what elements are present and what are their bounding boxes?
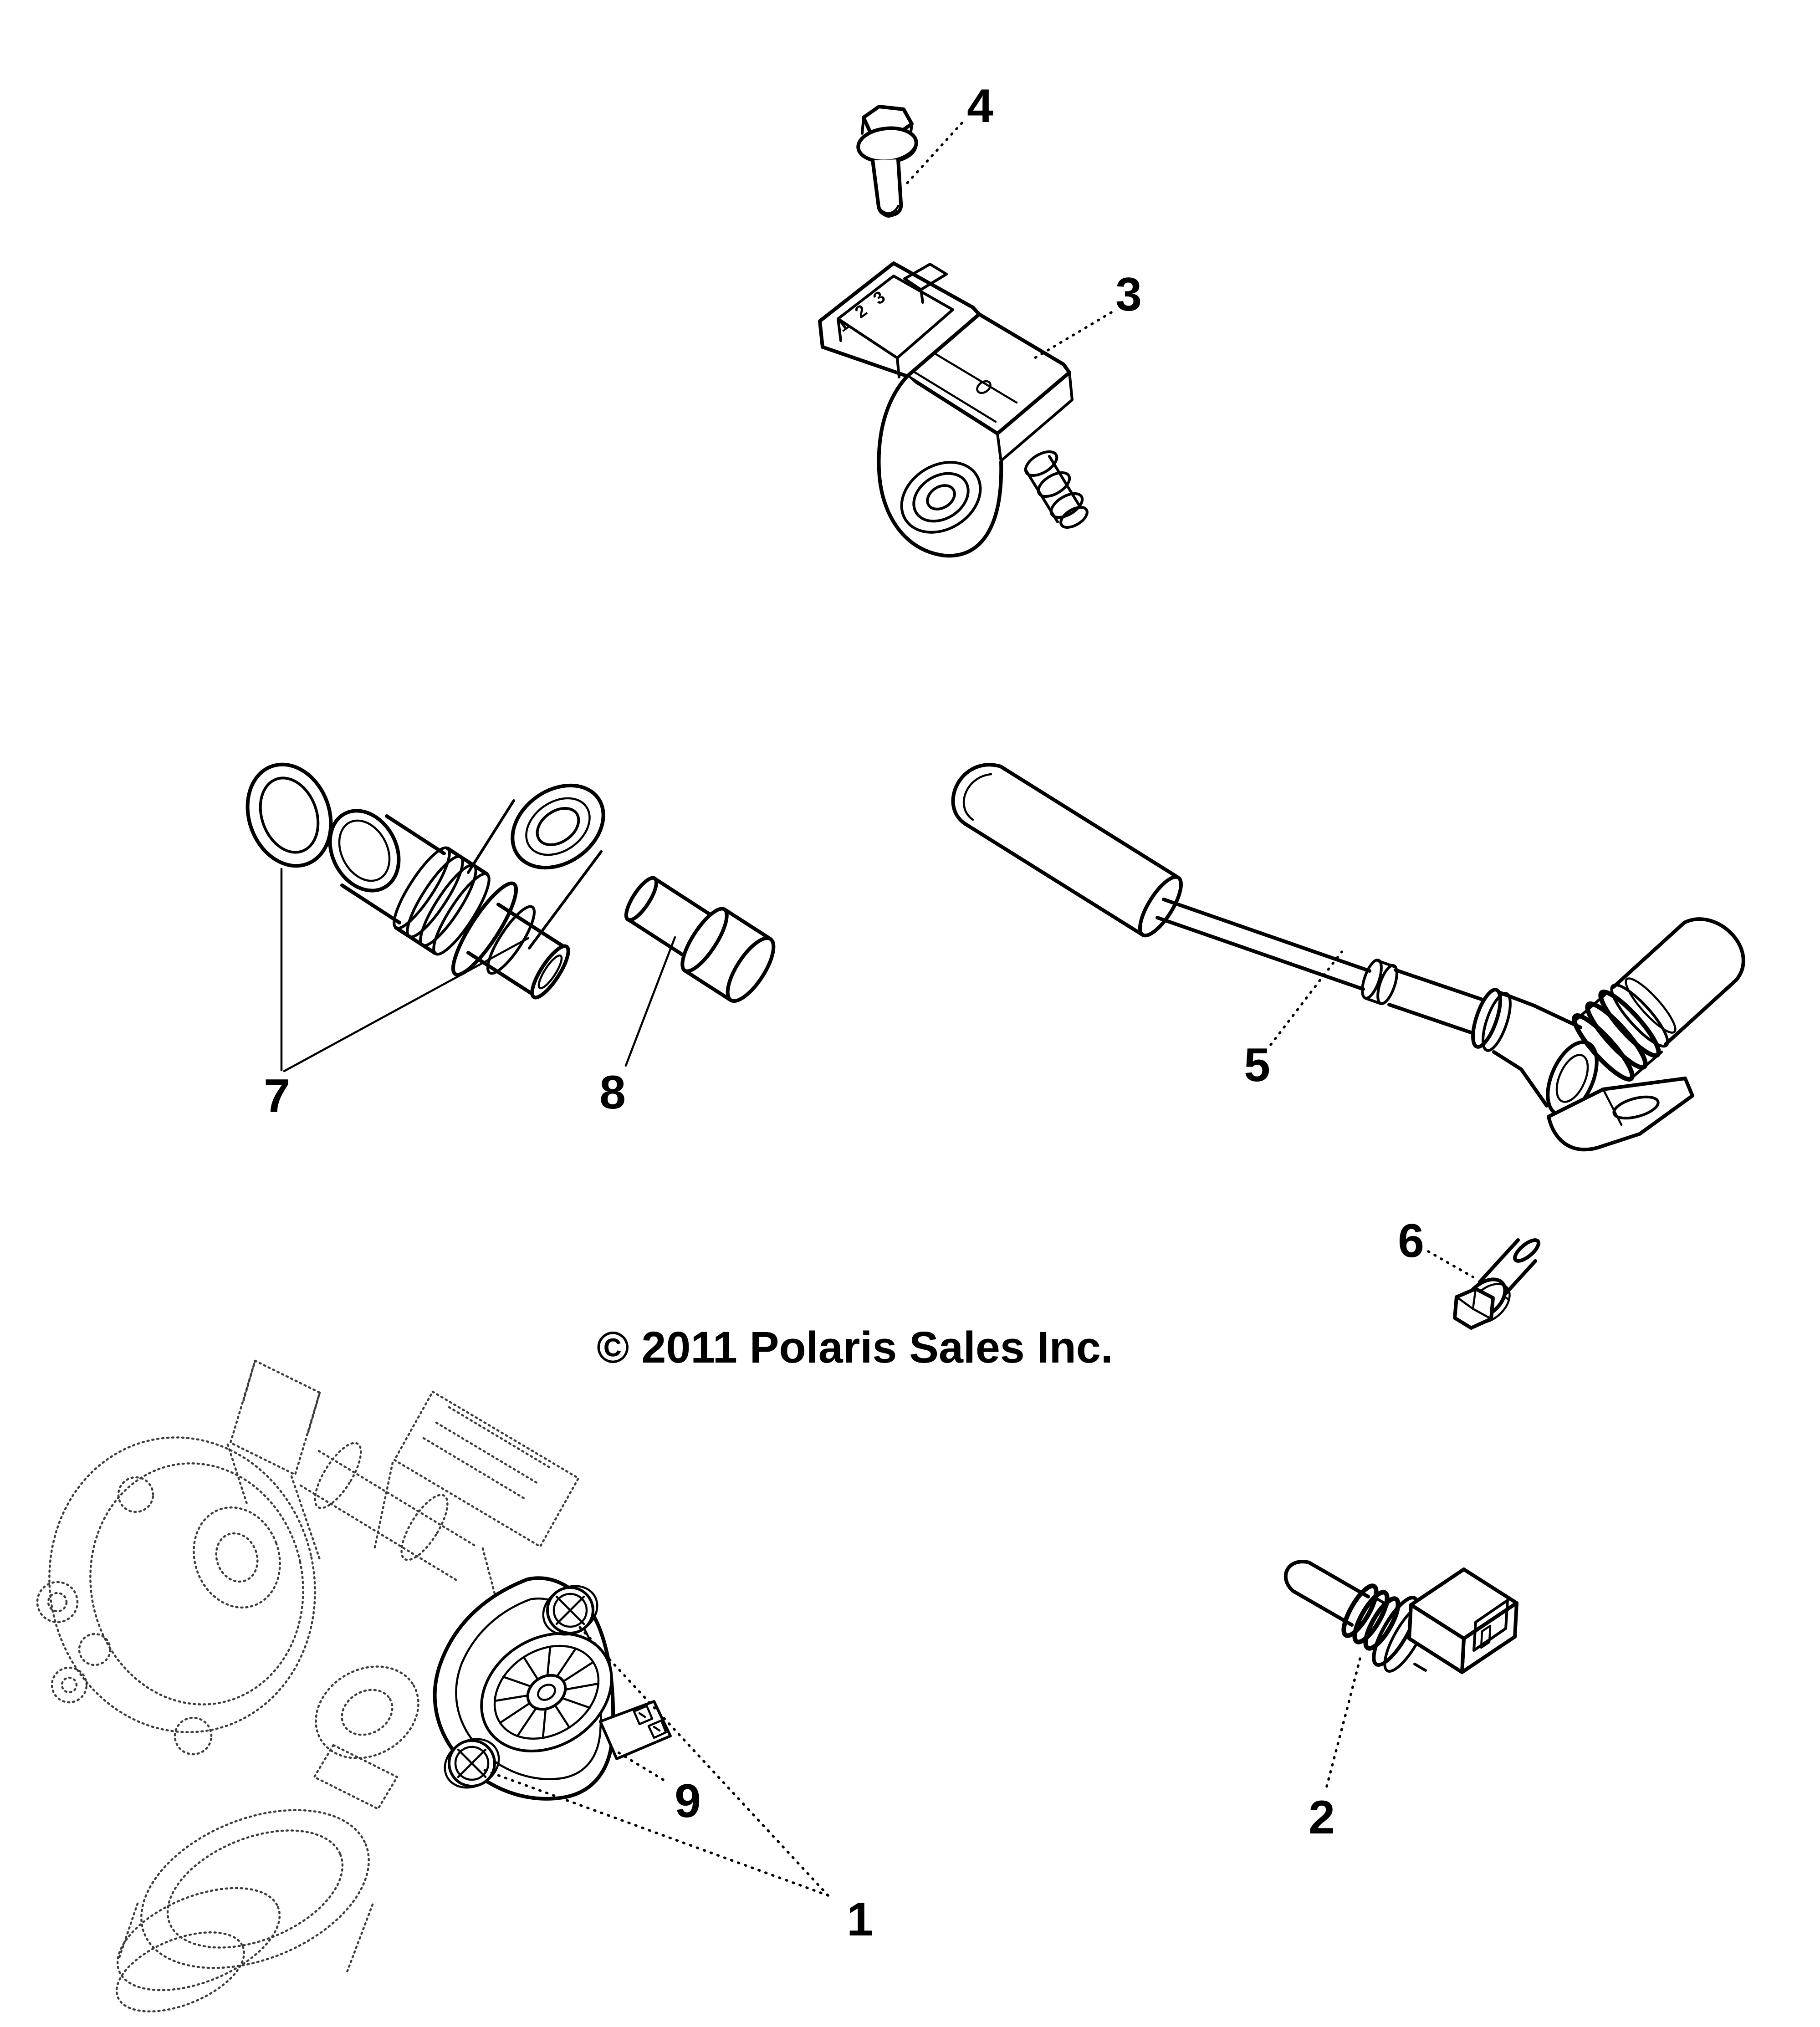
- callout-4-leader: [906, 123, 962, 184]
- cable-segment-1: [1157, 899, 1370, 989]
- stack-band-1: [103, 1867, 294, 2011]
- callout-4-label: 4: [967, 80, 993, 133]
- shaft-band-1: [307, 1437, 369, 1515]
- oring: [234, 753, 344, 878]
- oring-outer: [234, 753, 344, 878]
- cam-position-sensor: [317, 769, 619, 1002]
- map-sensor: [820, 263, 1090, 556]
- bell-outer: [118, 1779, 392, 1999]
- callout-6-label: 6: [1398, 1215, 1424, 1267]
- map-pin-label-1: 1: [833, 315, 853, 336]
- callout-8-leader: [626, 937, 675, 1066]
- callout-8-label: 8: [599, 1066, 626, 1119]
- hub-detail: [180, 1495, 294, 1619]
- shaft-band-2: [393, 1489, 456, 1567]
- map-nipple-tip: [1058, 503, 1090, 531]
- callout-6-leader: [1428, 1251, 1473, 1277]
- cam-ear-outer: [497, 769, 619, 885]
- boot-cap: [1684, 919, 1743, 980]
- boot-base-ring: [1605, 979, 1674, 1053]
- lower-block: [314, 1745, 397, 1809]
- cable-segment-2: [1389, 970, 1481, 1034]
- spacer-collar-front: [675, 903, 735, 977]
- throttle-shaft-outer: [299, 1649, 435, 1777]
- callout-3-label: 3: [1115, 268, 1142, 321]
- sleeve-tube-cap-inner: [964, 774, 991, 820]
- callout-5-label: 5: [1244, 1039, 1270, 1092]
- shaft-cylinder: [301, 1451, 476, 1581]
- callout-7-leader-diagonal: [284, 938, 528, 1071]
- flange-bolt-map-sensor: [857, 107, 918, 217]
- callout-5-leader: [1271, 952, 1342, 1045]
- throttle-shaft-inner: [334, 1681, 400, 1744]
- boot-collar-ring: [1620, 973, 1681, 1038]
- sleeve-tube-cap: [953, 765, 1001, 824]
- coolant-temp-sensor: [1286, 1562, 1517, 1677]
- temp-probe-cap: [1286, 1562, 1309, 1591]
- cam-snout-end: [526, 942, 574, 1002]
- callout-1-leader-top: [578, 1626, 828, 1895]
- sensor-spacer: [621, 874, 782, 1008]
- temp-probe-sides: [1293, 1562, 1368, 1625]
- motor-housing: [394, 1392, 578, 1547]
- spacer-tip: [621, 874, 661, 924]
- bell-inner: [151, 1807, 359, 1971]
- speed-sensor-assembly: [953, 765, 1743, 1149]
- copyright-text: © 2011 Polaris Sales Inc.: [597, 1322, 1113, 1372]
- callout-2-label: 2: [1309, 1791, 1335, 1844]
- callout-1-leader-bottom: [483, 1770, 828, 1895]
- bolt-bosses: [37, 1477, 211, 1754]
- callout-2-leader: [1325, 1659, 1360, 1792]
- map-pin-label-3: 3: [869, 287, 889, 309]
- map-pin-label-2: 2: [851, 301, 871, 322]
- hub-detail-inner: [210, 1527, 264, 1588]
- flange-bolt-speed-sensor: [1455, 1236, 1542, 1330]
- callout-1-label: 1: [847, 1893, 873, 1946]
- callout-7-label: 7: [264, 1070, 290, 1123]
- callout-9-label: 9: [675, 1775, 701, 1828]
- spacer-collar-end: [719, 932, 782, 1008]
- callout-3-leader: [1030, 312, 1111, 361]
